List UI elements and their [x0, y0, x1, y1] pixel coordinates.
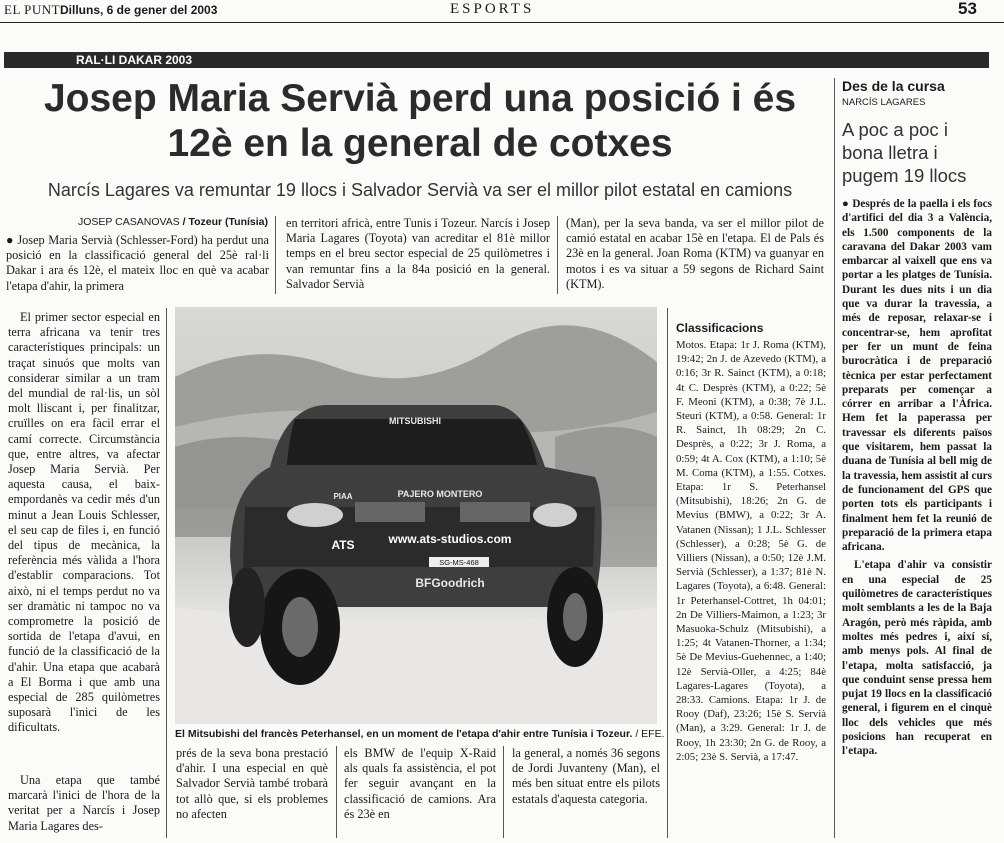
- column-rule: [503, 746, 504, 838]
- column-rule: [275, 216, 276, 294]
- column-rule: [336, 746, 337, 838]
- lead-col-2: en territori africà, entre Tunis i Tozeur. Narcís i Josep Maria Lagares (Toyota) van acreditar el 81è millor temps en el breu sector especial de 25 quilòmetres i van remuntar fins a la 84a posició en la general. Salvador Servià: [286, 216, 550, 291]
- sidebar-headline: A poc a poc i bona lletra i pugem 19 llocs: [842, 119, 967, 186]
- body-col-1-p2: Una etapa que també marcarà l'inici de l'hora de la veritat per a Narcís i Josep Maria Lagares des-: [8, 773, 160, 833]
- subheadline: Narcís Lagares va remuntar 19 llocs i Salvador Servià va ser el millor pilot estatal en camions: [47, 180, 793, 200]
- rally-car-illustration: [175, 307, 657, 724]
- classifications-body: Motos. Etapa: 1r J. Roma (KTM), 19:42; 2n J. de Azevedo (KTM), a 0:16; 3r R. Sainct (KTM), a 0:18; 4t C. Desprès (KTM), a 0:22; 5è F. Meoni (KTM), a 0:38; 7è J.L. Steuri (KTM), a 0:58. General: 1r R. Sainct, 1h 08:29; 2n C. Desprès, a 0:22; 3r J. Roma, a 0:59; 4t A. Cox (KTM), a 1:10; 5è M. Coma (KTM), a 1:55. Cotxes. Etapa: 1r S. Peterhansel (Mitsubishi), 18:26; 2n G. de Mevius (BMW), a 0:22; 3r A. Vatanen (Nissan); 1 J.L. Schlesser (Schlesser), a 0:28; 5è G. de Villiers (Nissan), a 0:50; 12è J.M. Servià (Schlesser), a 1:37; 81è N. Lagares (Toyota), a 6:48. General: 1r Peterhansel-Cottret, 1h 04:01; 2n De Villiers-Maimon, a 1:23; 3r Masuoka-Schulz (Mitsubishi), a 1:25; 4t Vatanen-Thorner, a 1:34; 5è De Mevius-Guehennec, a 1:40; 12è Servià-Oller, a 4:25; 84è Lagares-Lagares (Toyota), a 28:33. Camions. Etapa: 1r J. de Rooy (Daf), 23:26; 15è S. Servià (Man), a 3:29. General: 1r J. de Rooy, 1h 23:30; 2n G. de Rooy, a 2:05; 23è S. Servià, a 17:47.: [676, 339, 826, 763]
- sidebar-title: Des de la cursa: [842, 78, 945, 94]
- byline: [78, 216, 268, 228]
- caption-credit: / EFE.: [635, 728, 665, 740]
- sidebar-author: NARCÍS LAGARES: [842, 97, 926, 108]
- car-website: www.ats-studios.com: [388, 532, 512, 546]
- topic-label: RAL·LI DAKAR 2003: [76, 53, 193, 67]
- masthead: EL PUNT: [4, 2, 61, 17]
- body-col-1-p1: El primer sector especial en terra africana va tenir tres característiques principals: un traçat sinuós que molts van considerar similar a un tram del mundial de ral·lis, un sòl molt lliscant i, per finalitzar, cruïlles on era fàcil errar el camí correcte. Circumstància que, entre altres, va afectar Josep Maria Servià. Per aquesta causa, el baix-empordanès va cedir més d'un minut a Jean Louis Schlesser, el seu cap de files i, en funció del tipus de mecànica, la referència més vàlida a l'hora d'establir comparacions. Tot això, ni el temps perdut no va ser dramàtic ni tampoc no va comprometre la posició de sortida de l'etapa d'avui, en funció de la classificació de la d'ahir. Una etapa que acabarà a El Borma i que amb una especial de 285 quilòmetres suposarà l'inici de les dificultats.: [8, 310, 160, 735]
- car-sponsor-hood: PAJERO MONTERO: [397, 489, 483, 499]
- lead-col-1: ● Josep Maria Servià (Schlesser-Ford) ha perdut una posició en la classificació general del 25è ral·li Dakar i ara és 12è, el mateix lloc en què va acabar l'etapa d'ahir, la primera: [6, 233, 269, 293]
- page-number: 53: [958, 0, 977, 18]
- byline-author: JOSEP CASANOVAS: [78, 216, 180, 228]
- issue-date: Dilluns, 6 de gener del 2003: [60, 3, 218, 17]
- classifications-title: Classificacions: [676, 321, 764, 335]
- body-col-3: els BMW de l'equip X-Raid als quals fa assistència, el pot fer seguir avançant en la classificació de camions. Ara és 23è en: [344, 746, 496, 821]
- car-sponsor-top: MITSUBISHI: [388, 416, 442, 426]
- body-col-4: la general, a només 36 segons de Jordi Juvanteny (Man), el més ben situat entre els pilots estatals d'aquesta categoria.: [512, 746, 660, 806]
- sidebar-rule: [834, 78, 835, 838]
- column-rule: [557, 216, 558, 294]
- car-plate: SG-MS-468: [439, 558, 479, 567]
- sidebar-body: [842, 197, 992, 759]
- photo-caption: [175, 728, 665, 740]
- car-tyre-sponsor: BFGoodrich: [415, 576, 485, 590]
- car-sponsor-piaa: PIAA: [333, 492, 353, 501]
- body-col-2: prés de la seva bona prestació d'ahir. I una especial en què Salvador Servià també trobarà tot allò que, si els problemes no afecten: [176, 746, 328, 821]
- sidebar-paragraph-1: ● Després de la paella i els focs d'artifici del dia 3 a València, els 1.500 components de la caravana del Dakar 2003 vam embarcar al vaixell que ens va portar a les platges de Tunísia. Durant les dues nits i un dia que va durar la travessia, a més de reposar, relaxar-se i concentrar-se, hem aprofitat per fer un munt de feina burocràtica i de preparació tècnica per estar perfectament preparats per començar a córrer en arribar a l'Àfrica. Hem fet la paperassa per travessar els diferents països que visitarem, hem passat la duana de Tunísia al bell mig de la travessia, hem assistit al curs de funcionament del GPS que porten tots els participants i finalment hem fet la reunió de preparació de la primera etapa africana.: [842, 198, 992, 554]
- caption-text: El Mitsubishi del francès Peterhansel, en un moment de l'etapa d'ahir entre Tunísia i Tozeur.: [175, 728, 633, 740]
- rally-car-photo: [175, 307, 657, 724]
- headline: Josep Maria Servià perd una posició i és 12è en la general de cotxes: [43, 77, 797, 165]
- car-ats-logo: ATS: [331, 538, 355, 552]
- column-rule: [166, 308, 167, 838]
- lead-col-3: (Man), per la seva banda, va ser el millor pilot de camió estatal en acabar 15è en l'etapa. El de Pals és 23è en la general. Joan Roma (KTM) va guanyar en motos i es va situar a 59 segons de Richard Saint (KTM).: [566, 216, 824, 291]
- column-rule: [667, 308, 668, 838]
- sidebar-paragraph-2: L'etapa d'ahir va consistir en una especial de 25 quilòmetres de característiques molt semblants a les de la Baja Aragón, però més ràpida, amb moltes més pedres i, així sí, amb menys pols. Al final de l'etapa, molta satisfacció, ja que conduint sense pressa hem pujat 19 llocs en la classificació general, i figurem en el cinquè lloc dels vehicles que més posicions han recuperat en l'etapa.: [842, 559, 992, 758]
- byline-place: / Tozeur (Tunísia): [182, 216, 269, 228]
- section-name: ESPORTS: [450, 1, 535, 17]
